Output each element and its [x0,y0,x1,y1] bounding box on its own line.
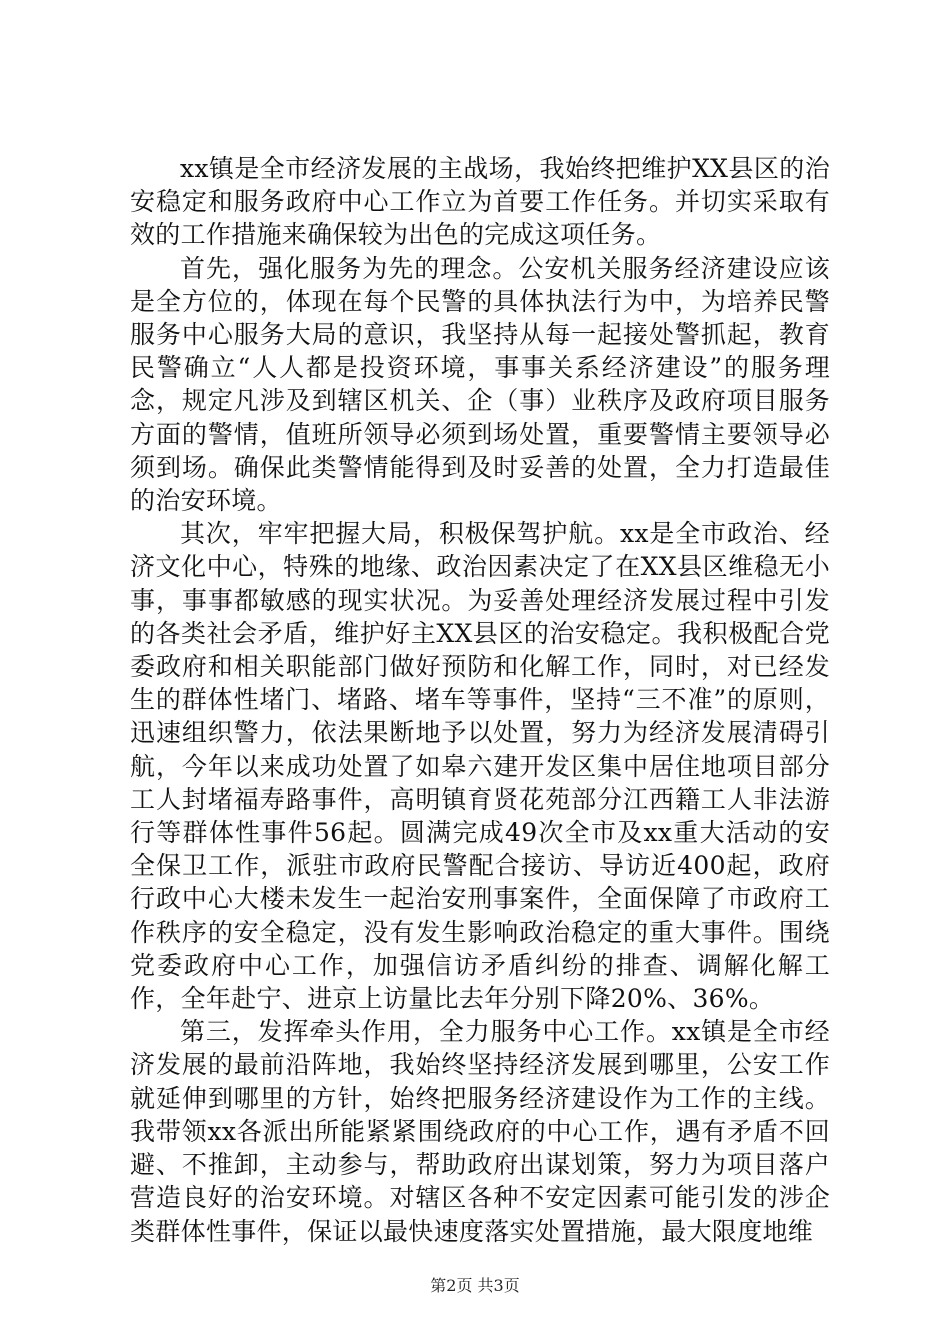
paragraph-1: xx镇是全市经济发展的主战场，我始终把维护XX县区的治安稳定和服务政府中心工作立为首要工作任务。并切实采取有效的工作措施来确保较为出色的完成这项任务。 [130,154,830,250]
paragraph-3: 其次，牢牢把握大局，积极保驾护航。xx是全市政治、经济文化中心，特殊的地缘、政治因素决定了在XX县区维稳无小事，事事都敏感的现实状况。为妥善处理经济发展过程中引发的各类社会矛盾，维护好主XX县区的治安稳定。我积极配合党委政府和相关职能部门做好预防和化解工作，同时，对已经发生的群体性堵门、堵路、堵车等事件，坚持“三不准”的原则，迅速组织警力，依法果断地予以处置，努力为经济发展清碍引航，今年以来成功处置了如皋六建开发区集中居住地项目部分工人封堵福寿路事件，高明镇育贤花苑部分江西籍工人非法游行等群体性事件56起。圆满完成49次全市及xx重大活动的安全保卫工作，派驻市政府民警配合接访、导访近400起，政府行政中心大楼未发生一起治安刑事案件，全面保障了市政府工作秩序的安全稳定，没有发生影响政治稳定的重大事件。围绕党委政府中心工作，加强信访矛盾纠纷的排查、调解化解工作，全年赴宁、进京上访量比去年分别下降20%、36%。 [130,519,830,1014]
paragraph-4: 第三，发挥牵头作用，全力服务中心工作。xx镇是全市经济发展的最前沿阵地，我始终坚持经济发展到哪里，公安工作就延伸到哪里的方针，始终把服务经济建设作为工作的主线。我带领xx各派出所能紧紧围绕政府的中心工作，遇有矛盾不回避、不推卸，主动参与，帮助政府出谋划策，努力为项目落户营造良好的治安环境。对辖区各种不安定因素可能引发的涉企类群体性事件，保证以最快速度落实处置措施，最大限度地维 [130,1017,830,1246]
page-number-footer: 第2页 共3页 [430,1276,520,1295]
document-body [130,152,830,1248]
paragraph-2: 首先，强化服务为先的理念。公安机关服务经济建设应该是全方位的，体现在每个民警的具体执法行为中，为培养民警服务中心服务大局的意识，我坚持从每一起接处警抓起，教育民警确立“人人都是投资环境，事事关系经济建设”的服务理念，规定凡涉及到辖区机关、企（事）业秩序及政府项目服务方面的警情，值班所领导必须到场处置，重要警情主要领导必须到场。确保此类警情能得到及时妥善的处置，全力打造最佳的治安环境。 [130,253,830,516]
